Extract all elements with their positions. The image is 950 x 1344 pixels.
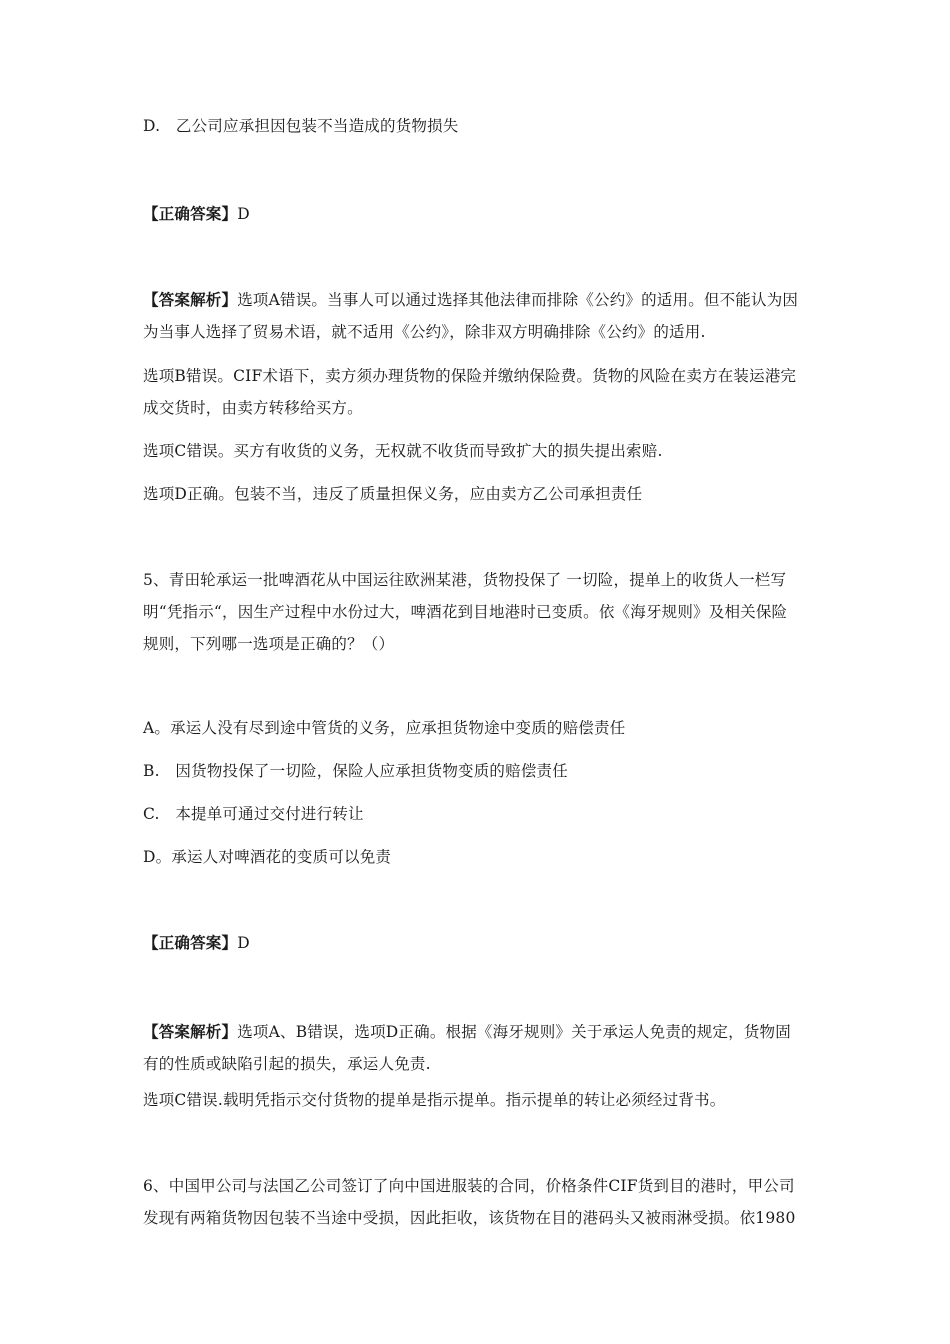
q4-analysis-line2: 为当事人选择了贸易术语，就不适用《公约》，除非双方明确排除《公约》的适用. — [143, 323, 706, 341]
q5-analysis-c: 选项C错误.载明凭指示交付货物的提单是指示提单。指示提单的转让必须经过背书。 — [143, 1091, 726, 1109]
q4-analysis-text: 选项A错误。当事人可以通过选择其他法律而排除《公约》的适用。但不能认为因 — [237, 291, 799, 309]
q5-answer-value: D — [237, 934, 250, 952]
q5-answer-label: 【正确答案】 — [143, 933, 238, 952]
q6-stem-line2: 发现有两箱货物因包装不当途中受损，因此拒收，该货物在目的港码头又被雨淋受损。依1980 — [143, 1209, 796, 1227]
q5-answer — [143, 927, 823, 959]
q5-analysis-label: 【答案解析】 — [143, 1022, 238, 1041]
q4-analysis-line1 — [143, 284, 823, 316]
q5-stem-line3: 规则，下列哪一选项是正确的？（） — [143, 635, 395, 653]
q5-analysis-line1 — [143, 1016, 823, 1048]
q4-answer — [143, 198, 823, 230]
q5-option-c: C. 本提单可通过交付进行转让 — [143, 805, 364, 823]
q5-stem-line2: 明“凭指示“，因生产过程中水份过大，啤酒花到目地港时已变质。依《海牙规则》及相关保险 — [143, 603, 788, 621]
q5-stem-line1: 5、青田轮承运一批啤酒花从中国运往欧洲某港，货物投保了 一切险，提单上的收货人一栏写 — [143, 571, 787, 589]
q4-answer-label: 【正确答案】 — [143, 204, 238, 223]
q5-analysis-line2: 有的性质或缺陷引起的损失，承运人免责. — [143, 1055, 431, 1073]
q4-answer-value: D — [237, 205, 250, 223]
q4-option-d: D. 乙公司应承担因包装不当造成的货物损失 — [143, 117, 459, 135]
q4-analysis-b2: 成交货时，由卖方转移给买方。 — [143, 399, 363, 417]
q4-analysis-b1: 选项B错误。CIF术语下，卖方须办理货物的保险并缴纳保险费。货物的风险在卖方在装运港完 — [143, 367, 797, 385]
q4-analysis-label: 【答案解析】 — [143, 290, 238, 309]
q4-analysis-c: 选项C错误。买方有收货的义务，无权就不收货而导致扩大的损失提出索赔. — [143, 442, 663, 460]
q5-option-d: D。承运人对啤酒花的变质可以免责 — [143, 848, 392, 866]
q4-analysis-d: 选项D正确。包装不当，违反了质量担保义务，应由卖方乙公司承担责任 — [143, 485, 643, 503]
q5-option-b: B. 因货物投保了一切险，保险人应承担货物变质的赔偿责任 — [143, 762, 568, 780]
q6-stem-line1: 6、中国甲公司与法国乙公司签订了向中国进服装的合同，价格条件CIF货到目的港时，甲公司 — [143, 1177, 795, 1195]
q5-option-a: A。承运人没有尽到途中管货的义务，应承担货物途中变质的赔偿责任 — [143, 719, 626, 737]
q5-analysis-text: 选项A、B错误，选项D正确。根据《海牙规则》关于承运人免责的规定，货物固 — [237, 1023, 791, 1041]
